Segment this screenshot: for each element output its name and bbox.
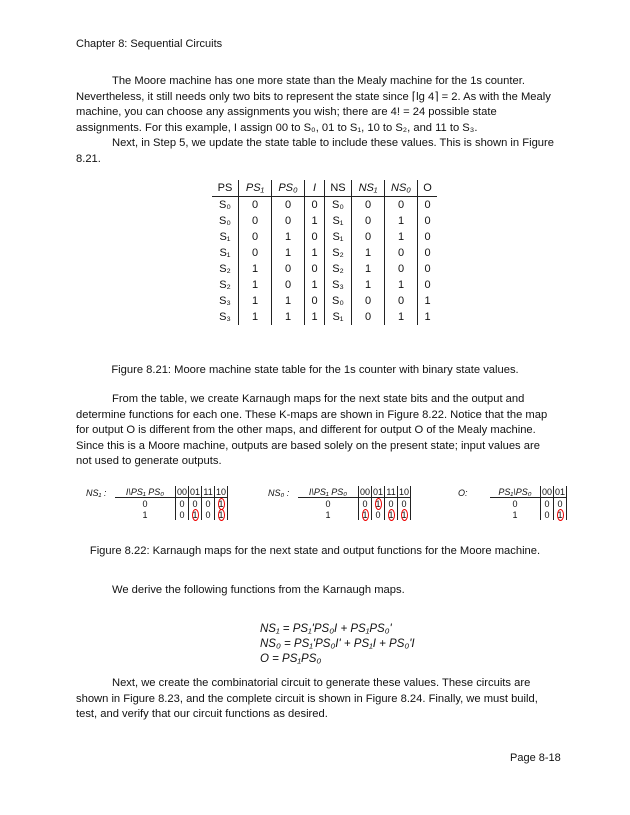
kmap-column-label: 00: [177, 486, 188, 497]
table-cell: 0: [239, 245, 272, 261]
kmap-group-circle: 1: [401, 509, 407, 520]
kmap-group-circle: 1: [557, 509, 563, 520]
table-row: [212, 213, 437, 229]
table-cell: 0: [352, 213, 385, 229]
table-cell: 0: [385, 261, 418, 277]
table-cell: S₂: [325, 245, 352, 261]
kmap-cell: [372, 498, 385, 510]
table-cell: 0: [305, 293, 325, 309]
table-cell: 0: [352, 197, 385, 214]
kmap-group-circle: 1: [362, 509, 368, 520]
kmap-o-table: [490, 486, 567, 520]
table-cell: 1: [352, 277, 385, 293]
kmap-header-row: [115, 486, 228, 498]
kmap-cell: 0: [554, 498, 567, 510]
column-header: PS: [212, 180, 239, 197]
table-cell: 0: [305, 261, 325, 277]
table-cell: 1: [305, 309, 325, 325]
kmap-corner-label: I\PS₁ PS₀: [298, 486, 359, 498]
table-cell: 0: [424, 199, 431, 211]
table-cell: S₃: [212, 293, 239, 309]
table-cell: S₂: [325, 261, 352, 277]
kmap-cell: 0: [176, 498, 189, 510]
table-row: [212, 261, 437, 277]
table-cell: 0: [352, 309, 385, 325]
kmap-cell: 0: [176, 509, 189, 520]
kmap-column-label: 10: [216, 486, 227, 497]
column-header: PS₀: [272, 180, 305, 197]
table-cell: 0: [305, 197, 325, 214]
table-cell: S₁: [325, 213, 352, 229]
paragraph-intro: The Moore machine has one more state than the Mealy machine for the 1s counter. Nevertheless, it still needs only two bits to represent the state since ⌈lg 4⌉ = 2. As with the Mealy machine, you can choose any assignments you wish; there are 4! = 24 possible state assignments. For this example, I assign 00 to S₀, 01 to S₁, 10 to S₂, and 11 to S₃.: [76, 75, 551, 134]
kmap-group-circle: 1: [375, 498, 381, 509]
kmap-cell: [189, 509, 202, 520]
column-header: NS₀: [385, 180, 418, 197]
table-cell: 1: [239, 293, 272, 309]
table-cell: 1: [385, 277, 418, 293]
column-header: NS: [325, 180, 352, 197]
table-cell: 1: [272, 309, 305, 325]
kmap-ns0-label: NS₀ :: [268, 488, 290, 498]
table-row: [212, 277, 437, 293]
table-cell: S₀: [325, 197, 352, 214]
table-cell: S₁: [212, 245, 239, 261]
table-cell: 0: [385, 293, 418, 309]
table-cell: 0: [272, 213, 305, 229]
kmap-row-label: 1: [490, 509, 541, 520]
table-cell: 0: [305, 229, 325, 245]
kmap-group-circle: 1: [192, 509, 198, 520]
table-cell: 1: [305, 277, 325, 293]
kmap-column-label: 01: [555, 486, 566, 497]
kmap-row-label: 0: [115, 498, 176, 510]
table-cell: 1: [272, 229, 305, 245]
kmap-o: [490, 486, 567, 520]
equation-ns0: NS₀ = PS₁'PS₀I' + PS₁I + PS₀'I: [260, 638, 415, 650]
paragraph-circuit: Next, we create the combinatorial circuit to generate these values. These circuits are shown in Figure 8.23, and the complete circuit is shown in Figure 8.24. Finally, we must build, test, and verify that our circuit functions as desired.: [76, 677, 538, 720]
table-cell: 0: [424, 263, 431, 275]
column-header: NS₁: [352, 180, 385, 197]
equations-block: [260, 622, 415, 667]
kmap-row-label: 0: [490, 498, 541, 510]
kmap-cell: [215, 509, 228, 520]
kmap-cell: 0: [359, 498, 372, 510]
kmap-column-label: 11: [203, 486, 213, 497]
table-cell: 1: [272, 245, 305, 261]
table-cell: 1: [424, 311, 431, 323]
kmap-row: [115, 498, 228, 510]
table-cell: 1: [239, 261, 272, 277]
table-cell: 1: [239, 309, 272, 325]
column-header: O: [418, 180, 438, 197]
paragraph-kmaps: From the table, we create Karnaugh maps for the next state bits and the output and determine functions for each one. These K-maps are shown in Figure 8.22. Notice that the map for output O is different from the other maps, and different for output O of the Mealy machine. Since this is a Moore machine, outputs are based solely on the present state; input values are not used to generate outputs.: [76, 393, 548, 467]
table-cell: 1: [305, 245, 325, 261]
table-cell: S₁: [212, 229, 239, 245]
table-cell: S₂: [212, 277, 239, 293]
table-cell: 0: [352, 293, 385, 309]
table-cell: S₀: [212, 213, 239, 229]
table-cell: 1: [424, 295, 431, 307]
kmap-corner-label: I\PS₁ PS₀: [115, 486, 176, 498]
kmap-row-label: 1: [298, 509, 359, 520]
table-cell: S₀: [325, 293, 352, 309]
table-cell: 1: [305, 213, 325, 229]
kmap-group-circle: 1: [218, 498, 224, 509]
table-cell: 1: [272, 293, 305, 309]
kmap-column-label: 01: [373, 486, 384, 497]
kmap-row: [298, 498, 411, 510]
kmap-cell: [385, 509, 398, 520]
kmap-cell: [215, 498, 228, 510]
kmap-row: [490, 509, 567, 520]
kmap-column-label: 00: [360, 486, 371, 497]
kmap-cell: [554, 509, 567, 520]
table-cell: S₁: [325, 229, 352, 245]
kmap-ns1-table: [115, 486, 228, 520]
kmap-row: [115, 509, 228, 520]
table-cell: 0: [424, 231, 431, 243]
equation-o: O = PS₁PS₀: [260, 653, 322, 665]
table-cell: 1: [352, 245, 385, 261]
kmap-column-label: 11: [386, 486, 396, 497]
table-cell: 1: [385, 213, 418, 229]
paragraph-step5: Next, in Step 5, we update the state table to include these values. This is shown in Figure 8.21.: [76, 137, 554, 165]
table-row: [212, 293, 437, 309]
table-cell: 0: [272, 277, 305, 293]
table-cell: S₃: [325, 277, 352, 293]
kmap-corner-label: PS₁\PS₀: [490, 486, 541, 498]
paragraph-derive: We derive the following functions from the Karnaugh maps.: [112, 584, 405, 596]
table-cell: 0: [385, 245, 418, 261]
kmap-ns0: [298, 486, 411, 520]
kmap-row-label: 1: [115, 509, 176, 520]
kmap-column-label: 00: [542, 486, 553, 497]
table-cell: S₂: [212, 261, 239, 277]
table-cell: 0: [239, 213, 272, 229]
table-cell: 0: [239, 197, 272, 214]
kmap-cell: [398, 509, 411, 520]
kmap-row-label: 0: [298, 498, 359, 510]
kmap-cell: 0: [541, 498, 554, 510]
kmap-cell: 0: [202, 498, 215, 510]
kmap-ns1-label: NS₁ :: [86, 488, 107, 498]
table-row: [212, 197, 437, 214]
table-cell: 0: [424, 247, 431, 259]
table-cell: 0: [272, 261, 305, 277]
kmap-o-label: O:: [458, 488, 468, 498]
kmap-cell: [359, 509, 372, 520]
table-cell: 0: [424, 215, 431, 227]
kmap-group-circle: 1: [218, 509, 224, 520]
column-header: I: [305, 180, 325, 197]
kmap-cell: 0: [541, 509, 554, 520]
state-table-wrapper: [212, 180, 437, 325]
table-row: [212, 245, 437, 261]
column-header: PS₁: [239, 180, 272, 197]
table-cell: 1: [352, 261, 385, 277]
table-cell: S₁: [325, 309, 352, 325]
page-number: Page 8-18: [510, 752, 561, 764]
kmap-row: [298, 509, 411, 520]
kmap-row: [490, 498, 567, 510]
table-cell: 0: [272, 197, 305, 214]
table-cell: 0: [424, 279, 431, 291]
kmap-group-circle: 1: [388, 509, 394, 520]
kmap-cell: 0: [372, 509, 385, 520]
equation-ns1: NS₁ = PS₁'PS₀I + PS₁PS₀': [260, 623, 392, 635]
figure-caption-8-21: Figure 8.21: Moore machine state table for the 1s counter with binary state values.: [111, 364, 519, 376]
kmap-cell: 0: [202, 509, 215, 520]
kmap-cell: 0: [189, 498, 202, 510]
kmap-header-row: [298, 486, 411, 498]
kmap-column-label: 10: [399, 486, 410, 497]
kmap-header-row: [490, 486, 567, 498]
table-cell: S₃: [212, 309, 239, 325]
table-cell: 0: [385, 197, 418, 214]
table-row: [212, 229, 437, 245]
table-cell: S₀: [212, 197, 239, 214]
state-table: [212, 180, 437, 325]
chapter-header: Chapter 8: Sequential Circuits: [76, 38, 223, 50]
table-cell: 1: [385, 229, 418, 245]
kmap-column-label: 01: [190, 486, 201, 497]
kmap-ns0-table: [298, 486, 411, 520]
kmap-ns1: [115, 486, 228, 520]
kmap-cell: 0: [398, 498, 411, 510]
table-row: [212, 309, 437, 325]
state-table-header-row: [212, 180, 437, 197]
kmap-cell: 0: [385, 498, 398, 510]
table-cell: 1: [239, 277, 272, 293]
table-cell: 0: [352, 229, 385, 245]
figure-caption-8-22: Figure 8.22: Karnaugh maps for the next state and output functions for the Moore machine.: [89, 545, 541, 557]
table-cell: 1: [385, 309, 418, 325]
table-cell: 0: [239, 229, 272, 245]
